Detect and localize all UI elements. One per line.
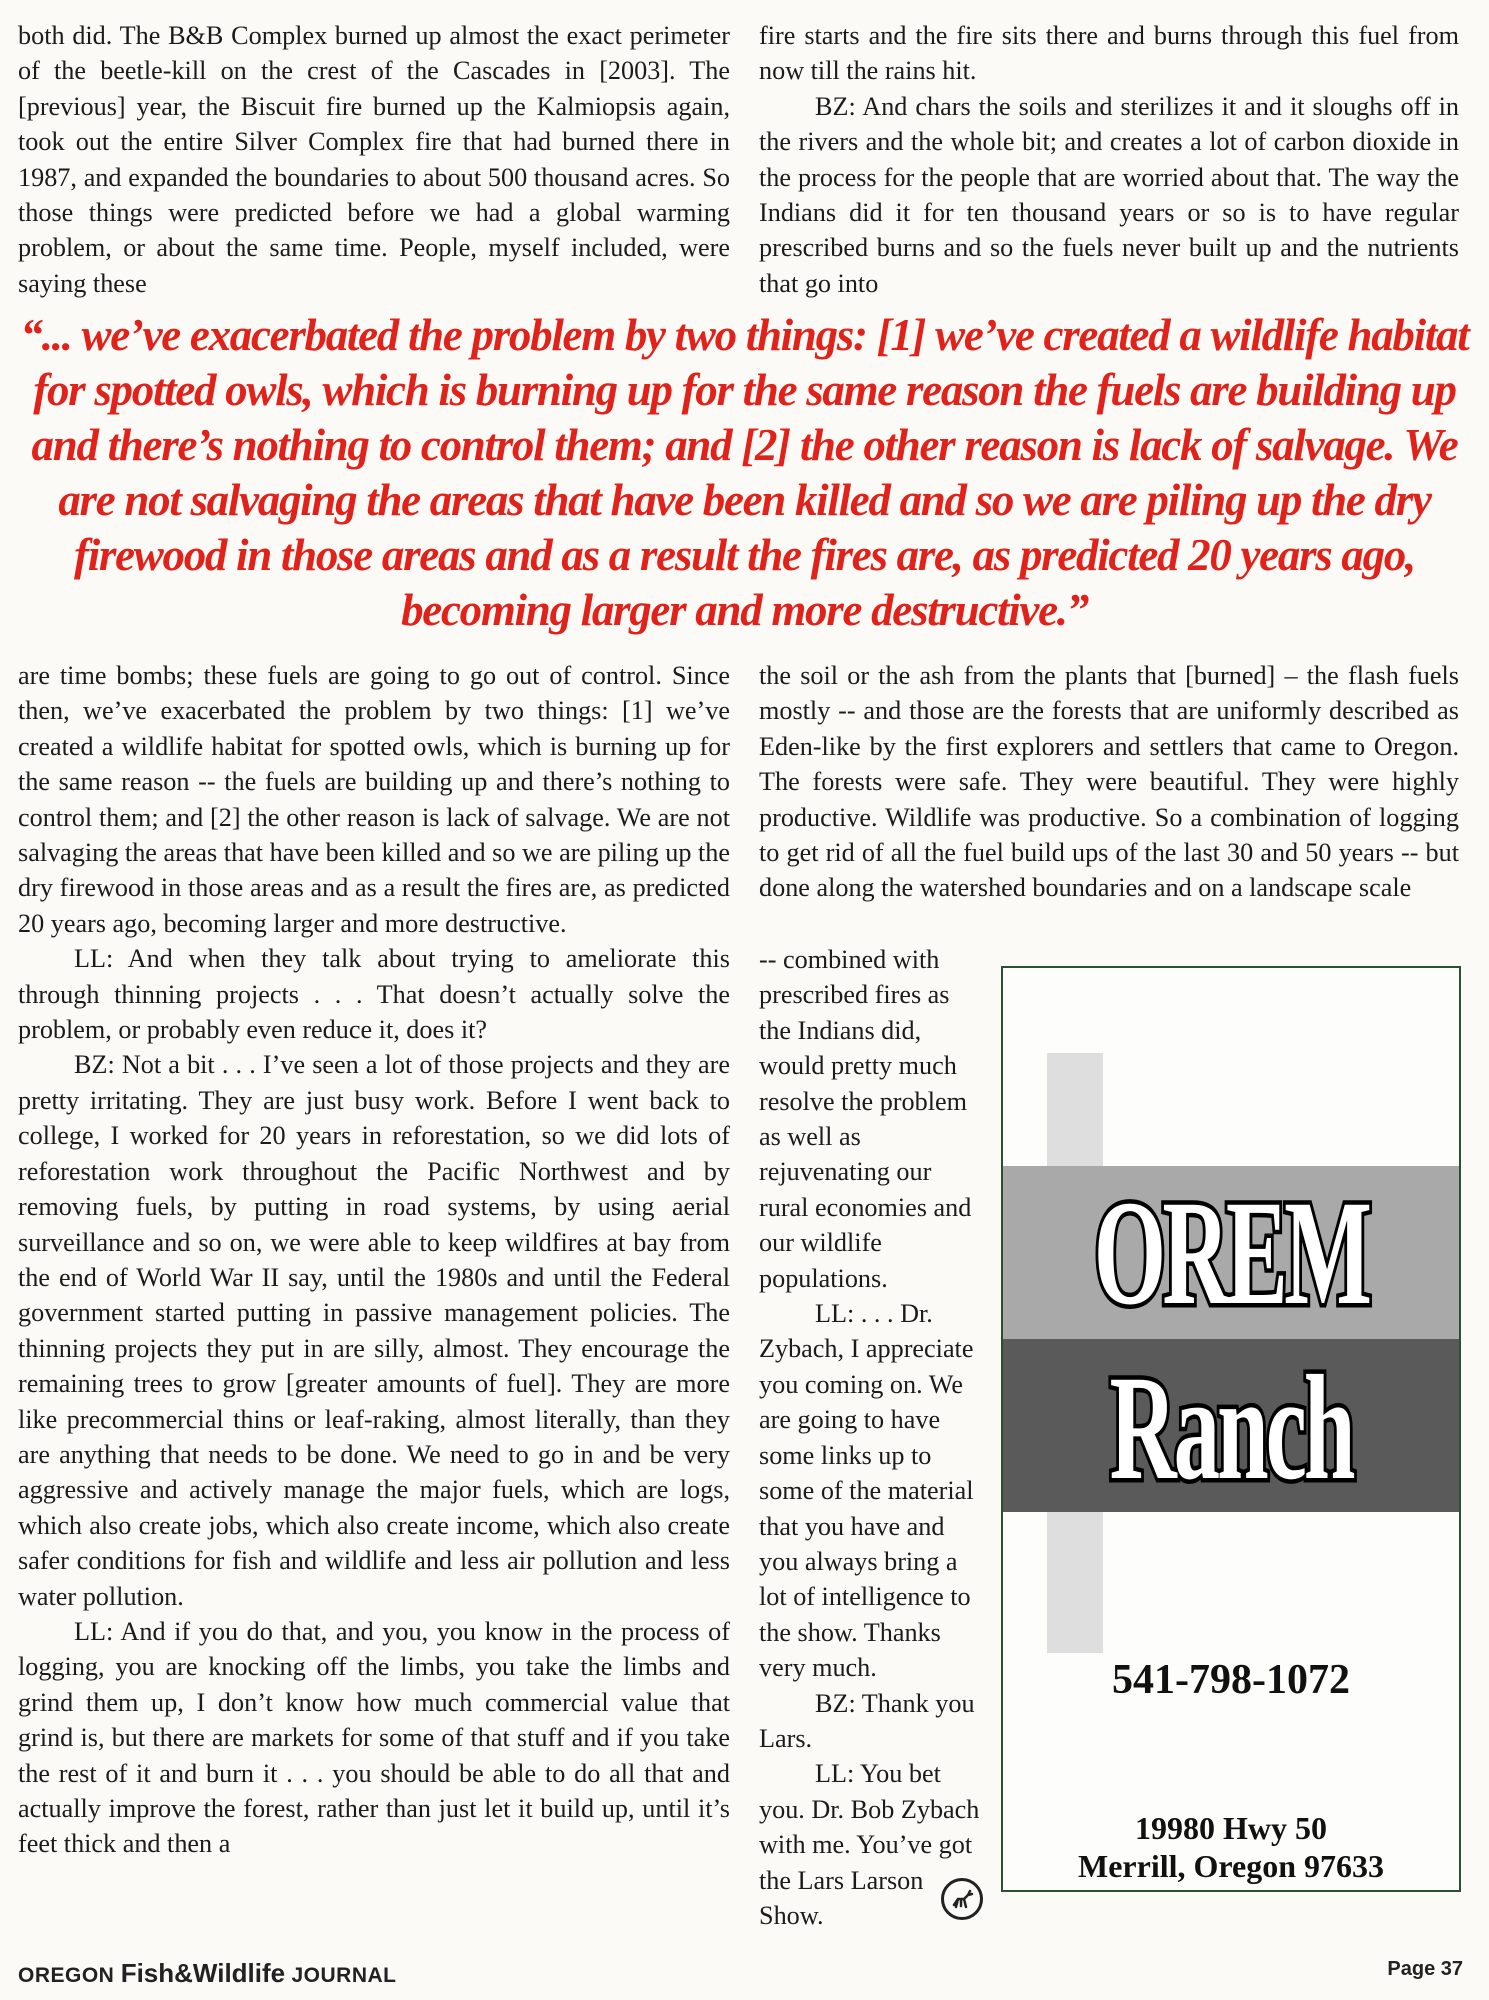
ad-title-orem: OREM xyxy=(1093,1170,1369,1336)
orem-ranch-advertisement xyxy=(1001,966,1461,1892)
paragraph: LL: . . . Dr. Zybach, I appreciate you coming on. We are going to have some links up to some of the material that you have and you always bring a lot of intelligence to the show. Thanks very much. xyxy=(759,1299,974,1683)
show-logo-icon xyxy=(941,1878,983,1920)
paragraph: fire starts and the fire sits there and burns through this fuel from now till the rains hit. xyxy=(759,21,1459,86)
deer-icon xyxy=(948,1885,976,1913)
ad-phone: 541-798-1072 xyxy=(1112,1657,1350,1703)
paragraph: -- combined with prescribed fires as the Indians did, would pretty much resolve the problem as well as rejuvenating our rural economies and our wildlife populations. xyxy=(759,945,972,1293)
column-bottom-right-narrow xyxy=(759,942,985,1933)
paragraph: BZ: Not a bit . . . I’ve seen a lot of those projects and they are pretty irritating. They are just busy work. Before I went back to college, I worked for 20 years in reforestation, so we did lots of reforestation work throughout the Pacific Northwest and by removing fuels, by putting in road systems, by using aerial surveillance and so on, we were able to keep wildfires at bay from the end of World War II say, until the 1980s and until the Federal government started putting in passive management policies. The thinning projects they put in are silly, almost. They encourage the remaining trees to grow [greater amounts of fuel]. They are more like precommercial thins or leaf-raking, almost literally, than they are anything that needs to be done. We need to go in and be very aggressive and actively manage the major fuels, which are logs, which also create jobs, which also create income, which also create safer conditions for fish and wildlife and less air pollution and less water pollution. xyxy=(18,1050,730,1611)
paragraph: LL: And if you do that, and you, you know in the process of logging, you are knocking off the limbs, you take the limbs and grind them up, I don’t know how much commercial value that grind is, but there are markets for some of that stuff and if you take the rest of it and burn it . . . you should be able to do all that and actually improve the forest, rather than just let it build up, until it’s feet thick and then a xyxy=(18,1616,730,1859)
ad-address-line1: 19980 Hwy 50 xyxy=(1135,1810,1327,1846)
column-bottom-left xyxy=(18,658,730,1862)
publication-prefix: OREGON xyxy=(18,1964,115,1987)
publication-name xyxy=(18,1958,396,1989)
column-top-left xyxy=(18,18,730,301)
ad-address-line2: Merrill, Oregon 97633 xyxy=(1078,1848,1384,1884)
publication-suffix: JOURNAL xyxy=(291,1964,397,1987)
page-number: Page 37 xyxy=(1387,1958,1463,1980)
paragraph: the soil or the ash from the plants that [burned] – the flash fuels mostly -- and those are the forests that are uniformly described as Eden-like by the first explorers and settlers that came to Oregon. The forests were safe. They were beautiful. They were highly productive. Wildlife was productive. So a combination of logging to get rid of all the fuel build ups of the last 30 and 50 years -- but done along the watershed boundaries and on a landscape scale xyxy=(759,661,1459,903)
pull-quote: “... we’ve exacerbated the problem by two things: [1] we’ve created a wildlife habitat for spotted owls, which is burning up for the same reason the fuels are building up and there’s nothing to control them; and [2] the other reason is lack of salvage. We are not salvaging the areas that have been killed and so we are piling up the dry firewood in those areas and as a result the fires are, as predicted 20 years ago, becoming larger and more destructive.” xyxy=(20,310,1469,635)
column-bottom-right xyxy=(759,658,1459,906)
ad-title-ranch: Ranch xyxy=(1109,1345,1353,1511)
paragraph: LL: You bet you. Dr. Bob Zybach with me. You’ve got the Lars Larson Show. xyxy=(759,1759,980,1930)
paragraph: LL: And when they talk about trying to ameliorate this through thinning projects . . . That doesn’t actually solve the problem, or probably even reduce it, does it? xyxy=(18,944,730,1045)
paragraph: are time bombs; these fuels are going to go out of control. Since then, we’ve exacerbated the problem by two things: [1] we’ve created a wildlife habitat for spotted owls, which is burning up for the same reason -- the fuels are building up and there’s nothing to control them; and [2] the other reason is lack of salvage. We are not salvaging the areas that have been killed and so we are piling up the dry firewood in those areas and as a result the fires are, as predicted 20 years ago, becoming larger and more destructive. xyxy=(18,661,730,938)
publication-main: Fish&Wildlife xyxy=(120,1958,286,1988)
paragraph: BZ: Thank you Lars. xyxy=(759,1688,975,1753)
column-top-right xyxy=(759,18,1459,301)
paragraph: both did. The B&B Complex burned up almost the exact perimeter of the beetle-kill on the crest of the Cascades in [2003]. The [previous] year, the Biscuit fire burned up the Kalmiopsis again, took out the entire Silver Complex fire that had burned there in 1987, and expanded the boundaries to about 500 thousand acres. So those things were predicted before we had a global warming problem, or about the same time. People, myself included, were saying these xyxy=(18,21,730,298)
paragraph: BZ: And chars the soils and sterilizes it and it sloughs off in the rivers and the whole bit; and creates a lot of carbon dioxide in the process for the people that are worried about that. The way the Indians did it for ten thousand years or so is to have regular prescribed burns and so the fuels never built up and the nutrients that go into xyxy=(759,91,1459,298)
